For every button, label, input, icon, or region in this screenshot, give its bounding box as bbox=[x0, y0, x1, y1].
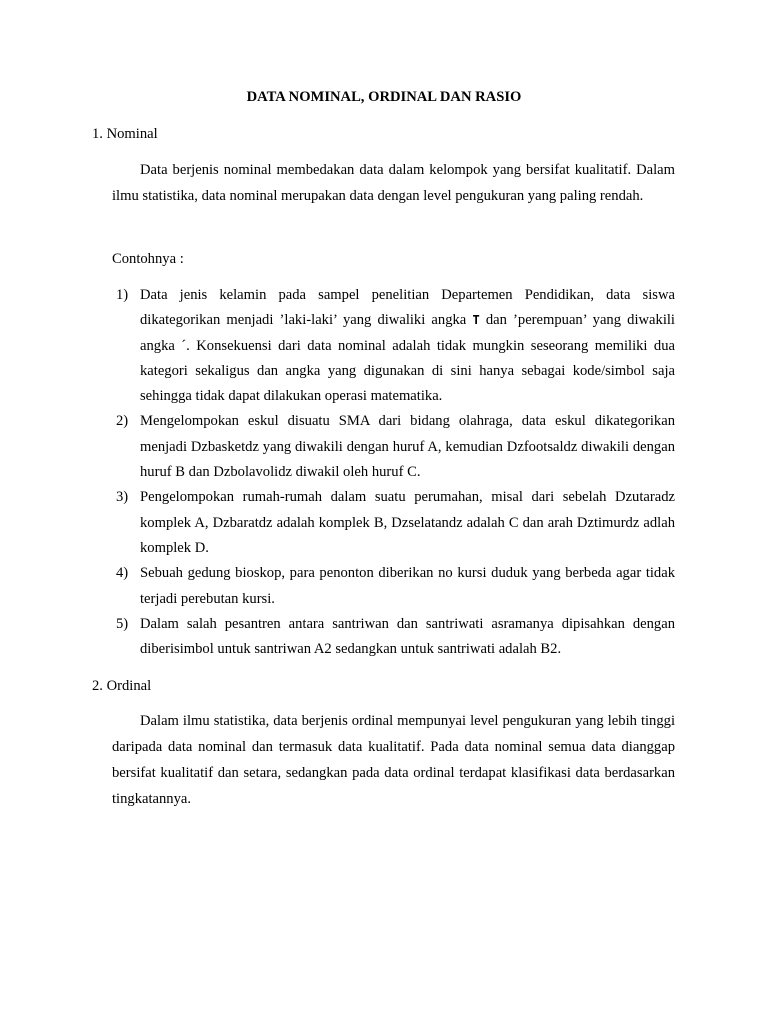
examples-label: Contohnya : bbox=[112, 251, 184, 267]
list-item-number: 4) bbox=[116, 565, 129, 582]
list-item bbox=[112, 283, 675, 409]
list-item-number: 3) bbox=[116, 489, 129, 506]
list-item-number: 1) bbox=[116, 287, 129, 303]
symbol-glyph: T bbox=[472, 313, 480, 328]
paragraph-nominal-intro: Data berjenis nominal membedakan data dalam kelompok yang bersifat kualitatif. Dalam ilmu statistika, data nominal merupakan data dengan level pengukuran yang paling rendah. bbox=[112, 162, 675, 204]
list-item-text: Mengelompokan eskul disuatu SMA dari bidang olahraga, data eskul dikategorikan menjadi Dzbasketdz yang diwakili dengan huruf A, kemudian Dzfootsaldz diwakili dengan huruf B dan Dzbolavolidz diwakil oleh huruf C. bbox=[140, 413, 675, 481]
list-item-number: 2) bbox=[116, 413, 129, 430]
section-heading-nominal: 1. Nominal bbox=[92, 126, 158, 142]
paragraph-ordinal: Dalam ilmu statistika, data berjenis ordinal mempunyai level pengukuran yang lebih tinggi daripada data nominal dan termasuk data kualitatif. Pada data nominal semua data dianggap bersifat kualitatif dan setara, sedangkan pada data ordinal terdapat klasifikasi data berdasarkan tingkatannya. bbox=[112, 713, 675, 807]
list-item-number: 5) bbox=[116, 615, 129, 632]
list-item bbox=[112, 612, 675, 663]
list-item bbox=[112, 561, 675, 612]
list-item-text: Sebuah gedung bioskop, para penonton diberikan no kursi duduk yang berbeda agar tidak terjadi perebutan kursi. bbox=[140, 565, 675, 607]
list-item bbox=[112, 409, 675, 485]
section-heading-ordinal: 2. Ordinal bbox=[92, 678, 152, 694]
list-item-text: Pengelompokan rumah-rumah dalam suatu perumahan, misal dari sebelah Dzutaradz komplek A, Dzbaratdz adalah komplek B, Dzselatandz adalah C dan arah Dztimurdz adlah komplek D. bbox=[140, 489, 675, 556]
list-item-text: . Konsekuensi dari data nominal adalah tidak mungkin seseorang memiliki dua kategori sekaligus dan angka yang digunakan di sini hanya sebagai kode/simbol saja sehingga tidak dapat dilakukan operasi matematika. bbox=[140, 337, 675, 405]
list-item bbox=[112, 485, 675, 561]
examples-list bbox=[112, 283, 675, 662]
list-item-text: Dalam salah pesantren antara santriwan dan santriwati asramanya dipisahkan dengan diberisimbol untuk santriwan A2 sedangkan untuk santriwati adalah B2. bbox=[140, 615, 675, 658]
document-title: DATA NOMINAL, ORDINAL DAN RASIO bbox=[246, 89, 522, 105]
symbol-glyph: ´ bbox=[181, 337, 187, 354]
list-item-text: Data jenis kelamin pada sampel penelitian Departemen Pendidikan, data siswa dikategorikan menjadi ’laki-laki’ yang diwaliki angka bbox=[140, 287, 675, 329]
list-item-text: dan ’perempuan’ yang diwakili angka bbox=[140, 312, 675, 354]
